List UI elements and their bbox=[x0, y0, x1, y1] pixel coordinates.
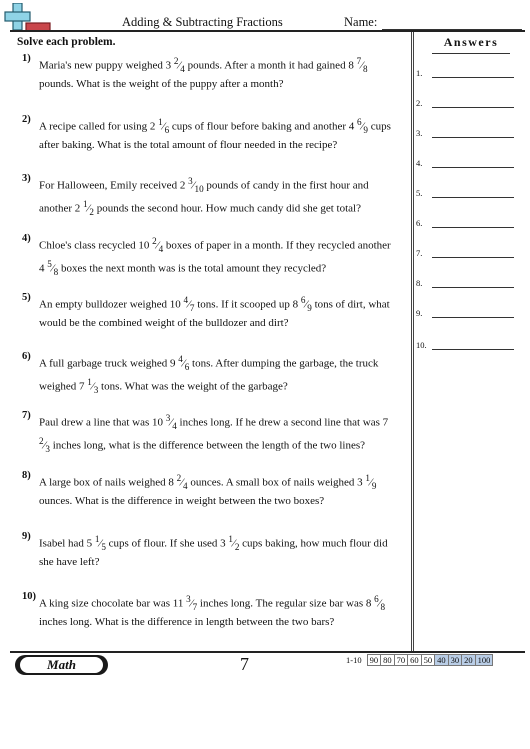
problem-text: Paul drew a line that was 10 $^3⁄_4$ inches long. If he drew a second line that was 7 $^2⁄_3$ inches long, what is the difference between the length of the two lines? bbox=[39, 413, 389, 454]
header-divider bbox=[10, 30, 525, 32]
answer-blank[interactable] bbox=[432, 167, 514, 168]
column-divider bbox=[411, 32, 412, 651]
answer-blank[interactable] bbox=[432, 317, 514, 318]
answer-number: 7. bbox=[416, 248, 423, 258]
answer-row bbox=[416, 278, 516, 290]
answer-row bbox=[416, 158, 516, 170]
score-table bbox=[344, 654, 493, 666]
problem-text: For Halloween, Emily received 2 $^3⁄_{10}$ pounds of candy in the first hour and another 2 $^1⁄_2$ pounds the second hour. How much candy did she get total? bbox=[39, 176, 369, 217]
answer-number: 2. bbox=[416, 98, 423, 108]
problem-text: A king size chocolate bar was 11 $^3⁄_7$ inches long. The regular size bar was 8 $^6⁄_8$ inches long. What is the difference in length between the two bars? bbox=[39, 594, 386, 628]
answer-number: 1. bbox=[416, 68, 423, 78]
subject-badge-label: Math bbox=[20, 657, 103, 673]
answer-row bbox=[416, 218, 516, 230]
answer-blank[interactable] bbox=[432, 349, 514, 350]
score-cell: 20 bbox=[462, 655, 476, 666]
score-cell: 100 bbox=[475, 655, 493, 666]
score-cell: 50 bbox=[421, 655, 435, 666]
problem-text: Maria's new puppy weighed 3 $^2⁄_4$ pounds. After a month it had gained 8 $^7⁄_8$ pounds. What is the weight of the puppy after a month? bbox=[39, 56, 368, 90]
problem-number: 8) bbox=[22, 470, 31, 481]
problem-text: Chloe's class recycled 10 $^2⁄_4$ boxes of paper in a month. If they recycled another 4 $^5⁄_8$ boxes the next month was is the total amount they recycled? bbox=[39, 236, 391, 277]
footer-divider bbox=[10, 651, 525, 653]
problem-number: 6) bbox=[22, 351, 31, 362]
score-cell: 80 bbox=[381, 655, 395, 666]
answer-number: 10. bbox=[416, 340, 427, 350]
answer-number: 9. bbox=[416, 308, 423, 318]
answer-blank[interactable] bbox=[432, 137, 514, 138]
problem-number: 7) bbox=[22, 410, 31, 421]
problem-text: An empty bulldozer weighed 10 $^4⁄_7$ tons. If it scooped up 8 $^6⁄_9$ tons of dirt, what would be the combined weight of the bulldozer and dirt? bbox=[39, 295, 390, 329]
answer-blank[interactable] bbox=[432, 227, 514, 228]
answer-blank[interactable] bbox=[432, 287, 514, 288]
answer-row bbox=[416, 188, 516, 200]
answer-number: 3. bbox=[416, 128, 423, 138]
score-cell: 60 bbox=[408, 655, 422, 666]
worksheet-title: Adding & Subtracting Fractions bbox=[122, 15, 283, 29]
problem-text: A recipe called for using 2 $^1⁄_6$ cups of flour before baking and another 4 $^6⁄_9$ cups after baking. What is the total amount of flour needed in the recipe? bbox=[39, 117, 391, 151]
answer-blank[interactable] bbox=[432, 257, 514, 258]
answer-number: 4. bbox=[416, 158, 423, 168]
plus-minus-logo-icon bbox=[4, 3, 54, 33]
score-cell: 70 bbox=[394, 655, 408, 666]
answer-number: 6. bbox=[416, 218, 423, 228]
answer-row bbox=[416, 340, 516, 352]
problem-number: 1) bbox=[22, 53, 31, 64]
answers-heading: Answers bbox=[432, 35, 510, 54]
problem-number: 2) bbox=[22, 114, 31, 125]
answer-blank[interactable] bbox=[432, 107, 514, 108]
score-cell: 30 bbox=[448, 655, 462, 666]
problem-text: A large box of nails weighed 8 $^2⁄_4$ ounces. A small box of nails weighed 3 $^1⁄_9$ ounces. What is the difference in weight between the two boxes? bbox=[39, 473, 377, 507]
problem-text: Isabel had 5 $^1⁄_5$ cups of flour. If she used 3 $^1⁄_2$ cups baking, how much flour did she have left? bbox=[39, 534, 388, 568]
instructions: Solve each problem. bbox=[17, 36, 116, 48]
answer-row bbox=[416, 248, 516, 260]
answer-number: 5. bbox=[416, 188, 423, 198]
answer-row bbox=[416, 308, 516, 320]
answer-blank[interactable] bbox=[432, 77, 514, 78]
score-cell: 90 bbox=[367, 655, 381, 666]
problem-number: 3) bbox=[22, 173, 31, 184]
problem-text: A full garbage truck weighed 9 $^4⁄_6$ tons. After dumping the garbage, the truck weighed 7 $^1⁄_3$ tons. What was the weight of the garbage? bbox=[39, 354, 379, 395]
problem-number: 4) bbox=[22, 233, 31, 244]
answer-row bbox=[416, 68, 516, 80]
answer-number: 8. bbox=[416, 278, 423, 288]
problem-number: 10) bbox=[22, 591, 36, 602]
score-cell: 40 bbox=[435, 655, 449, 666]
answer-row bbox=[416, 98, 516, 110]
score-range: 1-10 bbox=[346, 655, 362, 665]
answer-row bbox=[416, 128, 516, 140]
name-label: Name: bbox=[344, 15, 378, 29]
problem-number: 5) bbox=[22, 292, 31, 303]
answer-blank[interactable] bbox=[432, 197, 514, 198]
column-divider bbox=[413, 32, 414, 651]
page-number: 7 bbox=[240, 654, 249, 674]
problem-number: 9) bbox=[22, 531, 31, 542]
